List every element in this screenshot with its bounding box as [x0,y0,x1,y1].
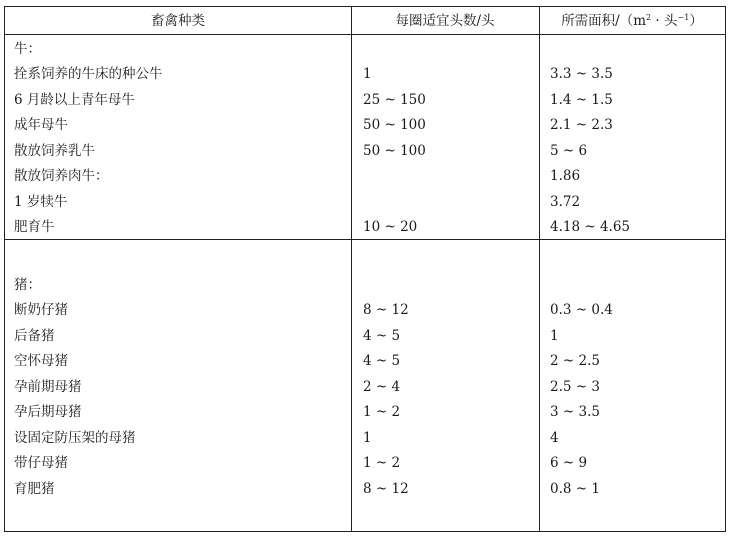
cattle-row-area: 3.3 ~ 3.5 [550,66,613,82]
cattle-row-count: 10 ~ 20 [363,219,418,235]
pig-row-name: 设固定防压架的母猪 [14,430,136,446]
header-area-prefix: 所需面积/（m [561,13,647,29]
cattle-row-area: 1.4 ~ 1.5 [550,92,613,108]
pig-row-area: 6 ~ 9 [550,455,588,471]
pig-row-name: 育肥猪 [14,481,55,497]
cattle-row-count: 50 ~ 100 [363,117,426,133]
pig-row-name: 后备猪 [14,328,55,344]
section-title-pigs: 猪： [14,277,41,293]
cattle-row-name: 6 月龄以上青年母牛 [14,92,135,108]
cattle-row-count: 1 [363,66,372,82]
pig-row-area: 0.8 ~ 1 [550,481,600,497]
pig-row-area: 3 ~ 3.5 [550,404,600,420]
pig-row-count: 4 ~ 5 [363,353,401,369]
column-divider-2 [539,7,540,531]
cattle-row-count: 50 ~ 100 [363,143,426,159]
pig-row-count: 8 ~ 12 [363,481,409,497]
header-area [539,13,725,29]
cattle-row-area: 2.1 ~ 2.3 [550,117,613,133]
column-divider-1 [351,7,352,531]
pig-row-name: 孕后期母猪 [14,404,82,420]
pig-row-name: 带仔母猪 [14,455,68,471]
cattle-row-area: 1.86 [550,168,581,184]
pig-row-name: 空怀母猪 [14,353,68,369]
cattle-row-name: 拴系饲养的牛床的种公牛 [14,66,163,82]
pig-row-name: 孕前期母猪 [14,379,82,395]
header-species: 畜禽种类 [151,13,205,29]
pig-row-area: 4 [550,430,559,446]
pig-row-area: 2.5 ~ 3 [550,379,600,395]
header-area-sup2: −1 [677,13,690,22]
pig-row-area: 1 [550,328,559,344]
pig-row-area: 0.3 ~ 0.4 [550,302,613,318]
pig-row-count: 2 ~ 4 [363,379,401,395]
pig-row-count: 8 ~ 12 [363,302,409,318]
header-head-count: 每圈适宜头数/头 [395,13,495,29]
pig-row-count: 1 ~ 2 [363,404,401,420]
pig-row-count: 4 ~ 5 [363,328,401,344]
pig-row-count: 1 ~ 2 [363,455,401,471]
header-divider [5,34,725,35]
section-divider [5,239,725,240]
cattle-row-area: 3.72 [550,194,581,210]
cattle-row-name: 1 岁犊牛 [14,194,68,210]
pig-row-area: 2 ~ 2.5 [550,353,600,369]
livestock-space-table [4,6,726,532]
section-title-cattle: 牛： [14,41,41,57]
cattle-row-name: 成年母牛 [14,117,68,133]
cattle-row-count: 25 ~ 150 [363,92,426,108]
cattle-row-area: 4.18 ~ 4.65 [550,219,631,235]
cattle-row-name: 肥育牛 [14,219,55,235]
header-area-mid: · 头 [651,13,678,29]
pig-row-name: 断奶仔猪 [14,302,68,318]
pig-row-count: 1 [363,430,372,446]
header-area-sup1: 2 [646,13,652,22]
header-area-suffix: ） [689,13,703,29]
cattle-row-name: 散放饲养肉牛： [14,168,109,184]
cattle-row-area: 5 ~ 6 [550,143,588,159]
cattle-row-name: 散放饲养乳牛 [14,143,95,159]
